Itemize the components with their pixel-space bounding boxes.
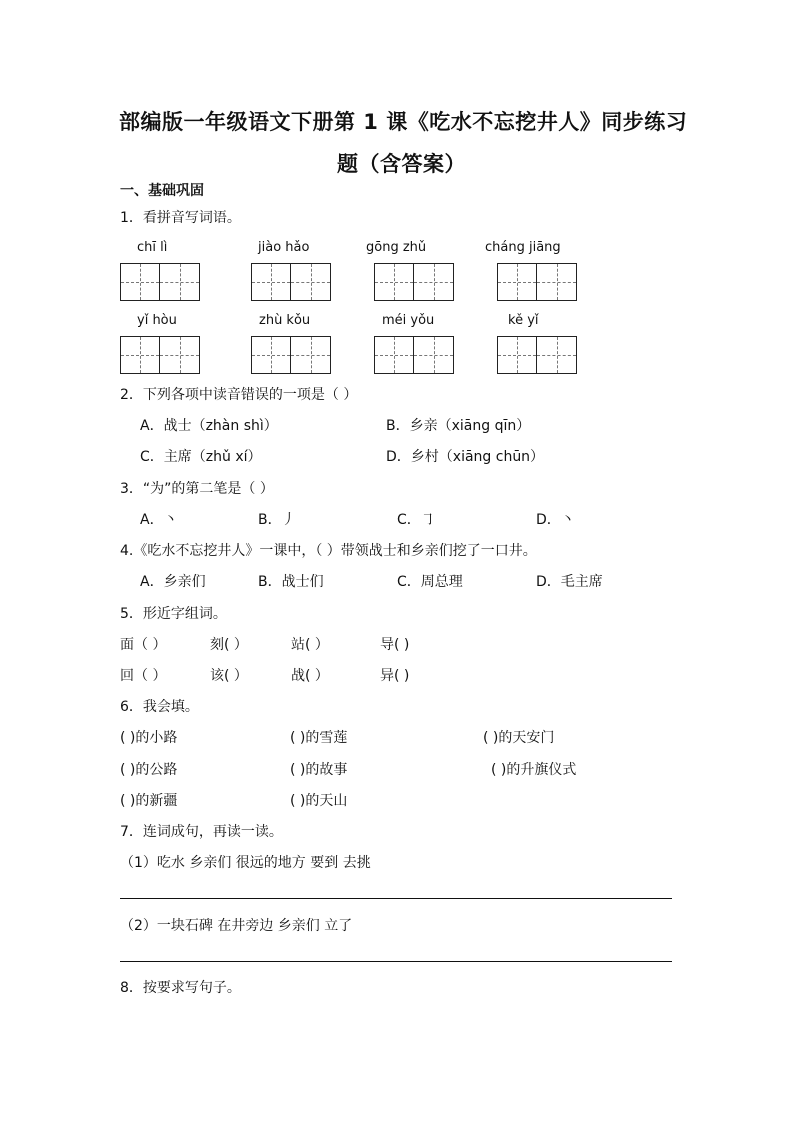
- q8-prompt: 8．按要求写句子。: [120, 980, 241, 996]
- q6-blank[interactable]: ( )的小路: [120, 730, 178, 746]
- q6-blank[interactable]: ( )的公路: [120, 762, 178, 778]
- pinyin-label: kě yǐ: [508, 313, 539, 328]
- pinyin-label: gōng zhǔ: [366, 240, 427, 255]
- q5-blank[interactable]: 刻( ）: [210, 637, 248, 653]
- q6-blank[interactable]: ( )的故事: [290, 762, 348, 778]
- pinyin-label: jiào hǎo: [258, 240, 310, 255]
- pinyin-label: chī lì: [137, 240, 168, 255]
- q4-option-b[interactable]: B．战士们: [258, 574, 324, 590]
- q6-blank[interactable]: ( )的升旗仪式: [491, 762, 577, 778]
- q5-blank[interactable]: 导( ): [380, 637, 410, 653]
- pinyin-label: méi yǒu: [382, 313, 435, 328]
- q2-option-d[interactable]: D．乡村（xiāng chūn）: [386, 449, 545, 465]
- q5-blank[interactable]: 战( ）: [291, 668, 329, 684]
- q5-blank[interactable]: 面（ ）: [120, 637, 167, 653]
- q7-item-1: （1）吃水 乡亲们 很远的地方 要到 去挑: [120, 855, 371, 871]
- writing-grid[interactable]: [374, 263, 454, 301]
- q6-prompt: 6．我会填。: [120, 699, 199, 715]
- writing-grid[interactable]: [120, 263, 200, 301]
- q5-blank[interactable]: 该( ）: [210, 668, 248, 684]
- writing-grid[interactable]: [497, 336, 577, 374]
- q2-prompt: 2．下列各项中读音错误的一项是（ ）: [120, 387, 358, 403]
- q3-option-d[interactable]: D．丶: [536, 512, 575, 528]
- q6-blank[interactable]: ( )的天安门: [483, 730, 555, 746]
- q2-option-c[interactable]: C．主席（zhǔ xí）: [140, 449, 262, 465]
- q5-blank[interactable]: 回（ ）: [120, 668, 167, 684]
- answer-line[interactable]: [120, 961, 672, 962]
- q6-blank[interactable]: ( )的天山: [290, 793, 348, 809]
- section-heading: 一、基础巩固: [120, 183, 204, 199]
- q3-option-c[interactable]: C．㇆: [397, 512, 435, 528]
- q3-option-a[interactable]: A．丶: [140, 512, 178, 528]
- q7-prompt: 7．连词成句，再读一读。: [120, 824, 283, 840]
- q2-option-a[interactable]: A．战士（zhàn shì）: [140, 418, 278, 434]
- page-title-line1: 部编版一年级语文下册第 1 课《吃水不忘挖井人》同步练习: [119, 110, 688, 134]
- page-title-line2: 题（含答案）: [337, 152, 466, 176]
- q4-option-d[interactable]: D．毛主席: [536, 574, 603, 590]
- q3-option-b[interactable]: B．丿: [258, 512, 296, 528]
- q5-blank[interactable]: 站( ）: [291, 637, 329, 653]
- q5-prompt: 5．形近字组词。: [120, 606, 227, 622]
- writing-grid[interactable]: [374, 336, 454, 374]
- q3-prompt: 3．“为”的第二笔是（ ）: [120, 481, 274, 497]
- writing-grid[interactable]: [251, 336, 331, 374]
- q2-option-b[interactable]: B．乡亲（xiāng qīn）: [386, 418, 531, 434]
- pinyin-label: yǐ hòu: [137, 313, 177, 328]
- q6-blank[interactable]: ( )的新疆: [120, 793, 178, 809]
- q4-option-a[interactable]: A．乡亲们: [140, 574, 206, 590]
- pinyin-label: cháng jiāng: [485, 240, 561, 255]
- q4-prompt: 4.《吃水不忘挖井人》一课中，（ ）带领战士和乡亲们挖了一口井。: [120, 543, 537, 559]
- pinyin-label: zhù kǒu: [259, 313, 311, 328]
- writing-grid[interactable]: [120, 336, 200, 374]
- q6-blank[interactable]: ( )的雪莲: [290, 730, 348, 746]
- writing-grid[interactable]: [497, 263, 577, 301]
- writing-grid[interactable]: [251, 263, 331, 301]
- answer-line[interactable]: [120, 898, 672, 899]
- q7-item-2: （2）一块石碑 在井旁边 乡亲们 立了: [120, 918, 353, 934]
- q1-prompt: 1．看拼音写词语。: [120, 210, 241, 226]
- q4-option-c[interactable]: C．周总理: [397, 574, 463, 590]
- q5-blank[interactable]: 异( ): [380, 668, 410, 684]
